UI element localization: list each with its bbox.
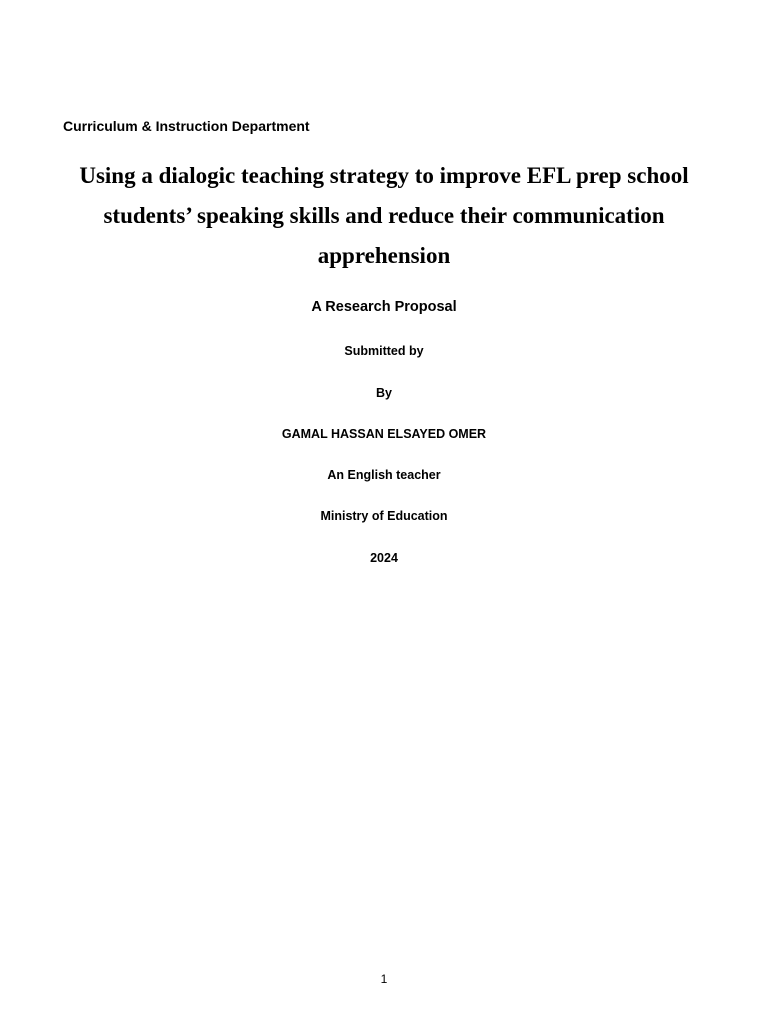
title-line-2: students’ speaking skills and reduce their communication [103,203,665,228]
submitted-by-label: Submitted by [344,344,424,358]
department-heading: Curriculum & Instruction Department [63,118,310,134]
document-title [60,156,708,276]
title-line-3: apprehension [317,243,451,268]
author-role: An English teacher [327,468,441,482]
title-line-1: Using a dialogic teaching strategy to improve EFL prep school [79,163,689,188]
document-subtitle: A Research Proposal [311,299,457,315]
page-number: 1 [380,972,388,986]
by-label: By [376,386,392,400]
organization-name: Ministry of Education [320,509,448,523]
author-name: GAMAL HASSAN ELSAYED OMER [281,427,487,441]
year: 2024 [370,551,398,565]
